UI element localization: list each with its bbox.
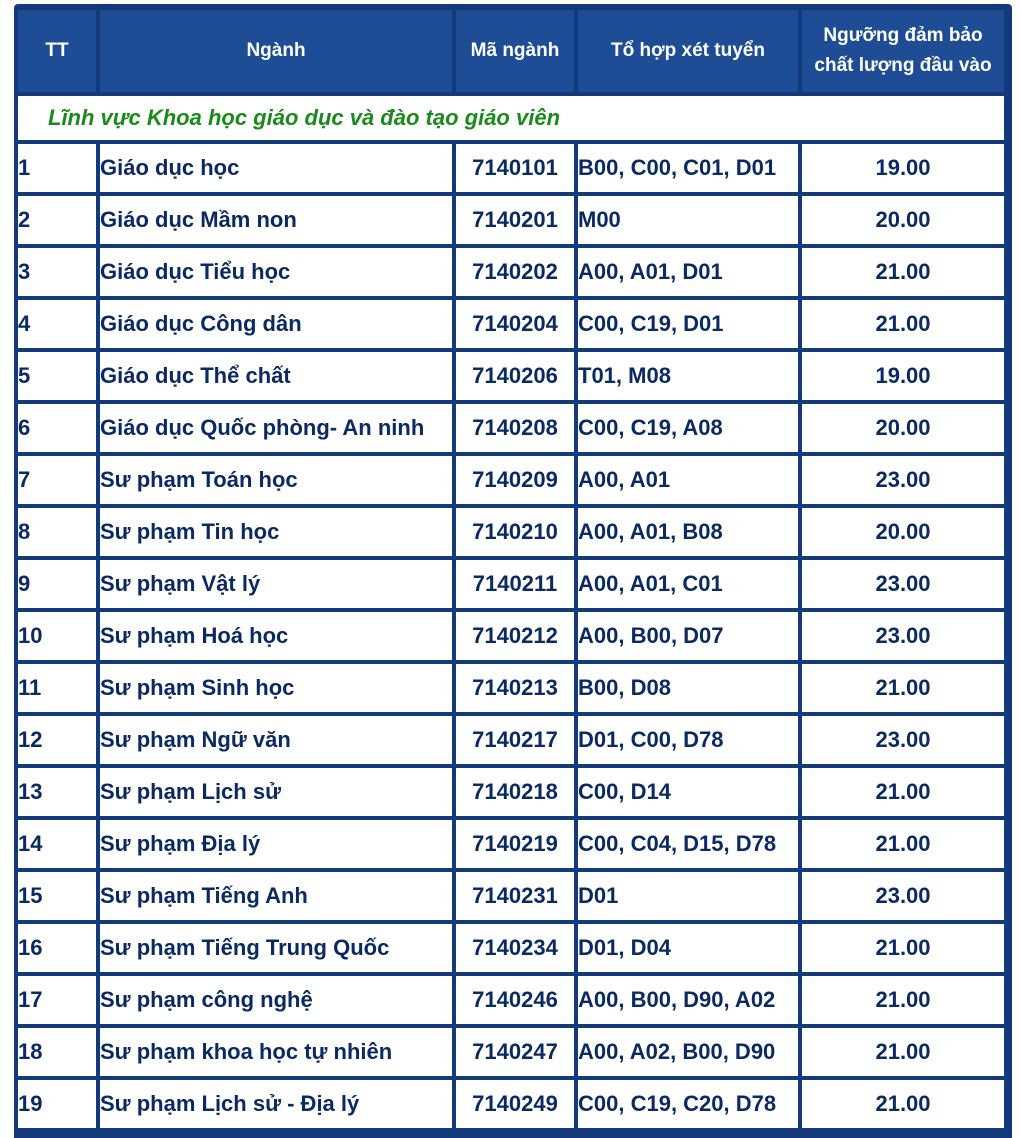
row-code: 7140247	[456, 1028, 578, 1080]
row-code: 7140212	[456, 612, 578, 664]
row-threshold: 20.00	[802, 196, 1004, 248]
row-code: 7140211	[456, 560, 578, 612]
row-code: 7140219	[456, 820, 578, 872]
row-threshold: 21.00	[802, 664, 1004, 716]
row-threshold: 21.00	[802, 820, 1004, 872]
row-tt: 11	[18, 664, 100, 716]
table-row	[18, 456, 1004, 508]
table-row	[18, 612, 1004, 664]
row-name: Sư phạm khoa học tự nhiên	[100, 1028, 456, 1080]
row-threshold: 21.00	[802, 1080, 1004, 1132]
row-combo: B00, D08	[578, 664, 802, 716]
row-threshold: 23.00	[802, 716, 1004, 768]
row-combo: C00, C19, A08	[578, 404, 802, 456]
table-row	[18, 196, 1004, 248]
table-row	[18, 872, 1004, 924]
row-name: Sư phạm Hoá học	[100, 612, 456, 664]
row-tt: 7	[18, 456, 100, 508]
row-name: Sư phạm Tiếng Trung Quốc	[100, 924, 456, 976]
header-row	[18, 10, 1004, 96]
row-tt: 1	[18, 144, 100, 196]
row-name: Giáo dục Thể chất	[100, 352, 456, 404]
row-code: 7140231	[456, 872, 578, 924]
row-code: 7140201	[456, 196, 578, 248]
row-combo: A00, A01, B08	[578, 508, 802, 560]
row-tt: 8	[18, 508, 100, 560]
row-tt: 5	[18, 352, 100, 404]
row-threshold: 21.00	[802, 1028, 1004, 1080]
row-tt: 16	[18, 924, 100, 976]
header-name: Ngành	[100, 10, 456, 96]
row-tt: 12	[18, 716, 100, 768]
row-threshold: 20.00	[802, 508, 1004, 560]
row-name: Sư phạm công nghệ	[100, 976, 456, 1028]
table-row	[18, 508, 1004, 560]
row-name: Giáo dục Công dân	[100, 300, 456, 352]
table-row	[18, 560, 1004, 612]
row-code: 7140213	[456, 664, 578, 716]
row-combo: B00, C00, C01, D01	[578, 144, 802, 196]
row-name: Sư phạm Ngữ văn	[100, 716, 456, 768]
row-name: Sư phạm Vật lý	[100, 560, 456, 612]
row-tt: 10	[18, 612, 100, 664]
row-name: Sư phạm Tin học	[100, 508, 456, 560]
header-threshold: Ngưỡng đảm bảo chất lượng đầu vào	[802, 10, 1004, 96]
row-name: Giáo dục Mầm non	[100, 196, 456, 248]
row-code: 7140209	[456, 456, 578, 508]
row-code: 7140204	[456, 300, 578, 352]
row-combo: T01, M08	[578, 352, 802, 404]
header-combo: Tổ hợp xét tuyển	[578, 10, 802, 96]
row-threshold: 21.00	[802, 768, 1004, 820]
row-combo: A00, A02, B00, D90	[578, 1028, 802, 1080]
row-code: 7140249	[456, 1080, 578, 1132]
row-threshold: 21.00	[802, 976, 1004, 1028]
row-name: Sư phạm Sinh học	[100, 664, 456, 716]
row-combo: C00, D14	[578, 768, 802, 820]
section-title: Lĩnh vực Khoa học giáo dục và đào tạo giáo viên	[18, 96, 1004, 144]
row-combo: D01, D04	[578, 924, 802, 976]
table-row	[18, 248, 1004, 300]
row-code: 7140206	[456, 352, 578, 404]
header-tt: TT	[18, 10, 100, 96]
row-code: 7140208	[456, 404, 578, 456]
table-row	[18, 144, 1004, 196]
table-row	[18, 1080, 1004, 1132]
admission-table	[18, 10, 1004, 1132]
row-combo: C00, C19, C20, D78	[578, 1080, 802, 1132]
row-tt: 6	[18, 404, 100, 456]
row-name: Giáo dục Tiểu học	[100, 248, 456, 300]
row-tt: 2	[18, 196, 100, 248]
table-row	[18, 1028, 1004, 1080]
row-tt: 19	[18, 1080, 100, 1132]
table-row	[18, 976, 1004, 1028]
row-threshold: 21.00	[802, 300, 1004, 352]
row-name: Sư phạm Toán học	[100, 456, 456, 508]
row-threshold: 21.00	[802, 924, 1004, 976]
row-combo: C00, C19, D01	[578, 300, 802, 352]
table-row	[18, 924, 1004, 976]
row-threshold: 19.00	[802, 352, 1004, 404]
row-threshold: 20.00	[802, 404, 1004, 456]
row-threshold: 23.00	[802, 456, 1004, 508]
row-threshold: 21.00	[802, 248, 1004, 300]
row-code: 7140218	[456, 768, 578, 820]
row-combo: A00, B00, D90, A02	[578, 976, 802, 1028]
row-name: Giáo dục Quốc phòng- An ninh	[100, 404, 456, 456]
row-name: Sư phạm Lịch sử	[100, 768, 456, 820]
row-combo: A00, A01, D01	[578, 248, 802, 300]
row-threshold: 23.00	[802, 612, 1004, 664]
table-body	[18, 96, 1004, 1132]
table-row	[18, 352, 1004, 404]
row-tt: 15	[18, 872, 100, 924]
row-tt: 18	[18, 1028, 100, 1080]
row-code: 7140217	[456, 716, 578, 768]
row-threshold: 23.00	[802, 872, 1004, 924]
table-row	[18, 404, 1004, 456]
row-tt: 3	[18, 248, 100, 300]
row-combo: A00, A01	[578, 456, 802, 508]
row-combo: D01, C00, D78	[578, 716, 802, 768]
row-name: Sư phạm Tiếng Anh	[100, 872, 456, 924]
row-code: 7140101	[456, 144, 578, 196]
table-header	[18, 10, 1004, 96]
row-name: Giáo dục học	[100, 144, 456, 196]
row-tt: 17	[18, 976, 100, 1028]
table-row	[18, 716, 1004, 768]
row-code: 7140246	[456, 976, 578, 1028]
table-row	[18, 664, 1004, 716]
row-threshold: 23.00	[802, 560, 1004, 612]
row-combo: C00, C04, D15, D78	[578, 820, 802, 872]
header-code: Mã ngành	[456, 10, 578, 96]
row-combo: M00	[578, 196, 802, 248]
row-threshold: 19.00	[802, 144, 1004, 196]
row-code: 7140202	[456, 248, 578, 300]
row-tt: 4	[18, 300, 100, 352]
row-code: 7140234	[456, 924, 578, 976]
row-combo: A00, A01, C01	[578, 560, 802, 612]
row-combo: D01	[578, 872, 802, 924]
row-name: Sư phạm Lịch sử - Địa lý	[100, 1080, 456, 1132]
section-row	[18, 96, 1004, 144]
row-code: 7140210	[456, 508, 578, 560]
row-tt: 9	[18, 560, 100, 612]
table-row	[18, 768, 1004, 820]
row-tt: 14	[18, 820, 100, 872]
row-tt: 13	[18, 768, 100, 820]
table-row	[18, 300, 1004, 352]
table-row	[18, 820, 1004, 872]
row-name: Sư phạm Địa lý	[100, 820, 456, 872]
row-combo: A00, B00, D07	[578, 612, 802, 664]
